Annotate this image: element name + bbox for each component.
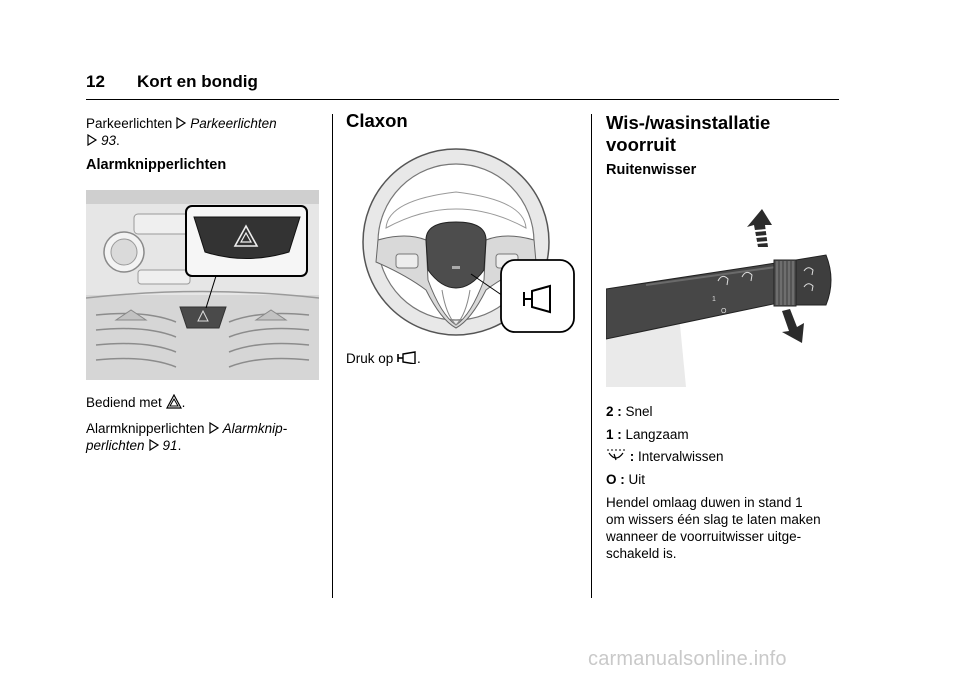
wiper-speed-off: O : Uit	[606, 472, 646, 487]
column-divider-2	[591, 114, 592, 598]
wiper-speed-fast: 2 : Snel	[606, 404, 653, 419]
wiper-heading: Wis-/wasinstallatie voorruit	[606, 112, 771, 155]
hazard-lights-heading: Alarmknipperlichten	[86, 157, 227, 173]
column-divider-1	[332, 114, 333, 598]
horn-icon	[397, 351, 417, 364]
hazard-lights-link-cont[interactable]: perlichten	[86, 438, 145, 453]
wiper-note: Hendel omlaag duwen in stand 1 om wissers één slag te laten maken wanneer de voorruitwisser uitge- schakeld is.	[606, 495, 821, 561]
header-rule	[86, 99, 839, 100]
wiper-speed-interval: : Intervalwissen	[606, 448, 724, 465]
reference-arrow-icon	[148, 439, 160, 451]
parking-lights-link[interactable]: Parkeerlichten	[190, 116, 277, 131]
wiper-speed-slow: 1 : Langzaam	[606, 427, 689, 442]
wiper-subheading: Ruitenwisser	[606, 162, 697, 178]
watermark: carmanualsonline.info	[588, 648, 787, 670]
parking-lights-ref: Parkeerlichten Parkeerlichten 93.	[86, 116, 277, 148]
parking-lights-page[interactable]: 93	[101, 133, 117, 148]
horn-heading: Claxon	[346, 110, 408, 131]
hazard-lights-ref: Alarmknipperlichten Alarmknip- perlichten 91.	[86, 421, 288, 453]
wiper-lever-illustration	[606, 205, 838, 387]
operated-by: Bediend met .	[86, 395, 186, 410]
hazard-lights-link[interactable]: Alarmknip-	[222, 421, 288, 436]
reference-arrow-icon	[208, 422, 220, 434]
svg-text:O: O	[721, 308, 727, 315]
page-number: 12	[86, 72, 105, 91]
page-title: Kort en bondig	[137, 72, 258, 91]
hazard-triangle-icon	[166, 394, 182, 409]
parking-lights-text: Parkeerlichten	[86, 116, 173, 131]
steering-wheel-illustration	[346, 140, 578, 340]
horn-instruction: Druk op .	[346, 351, 421, 366]
hazard-switch-illustration	[86, 190, 319, 380]
interval-wipe-icon	[606, 448, 626, 463]
reference-arrow-icon	[86, 134, 98, 146]
reference-arrow-icon	[175, 117, 187, 129]
hazard-lights-page[interactable]: 91	[162, 438, 178, 453]
svg-text:1: 1	[712, 296, 716, 303]
